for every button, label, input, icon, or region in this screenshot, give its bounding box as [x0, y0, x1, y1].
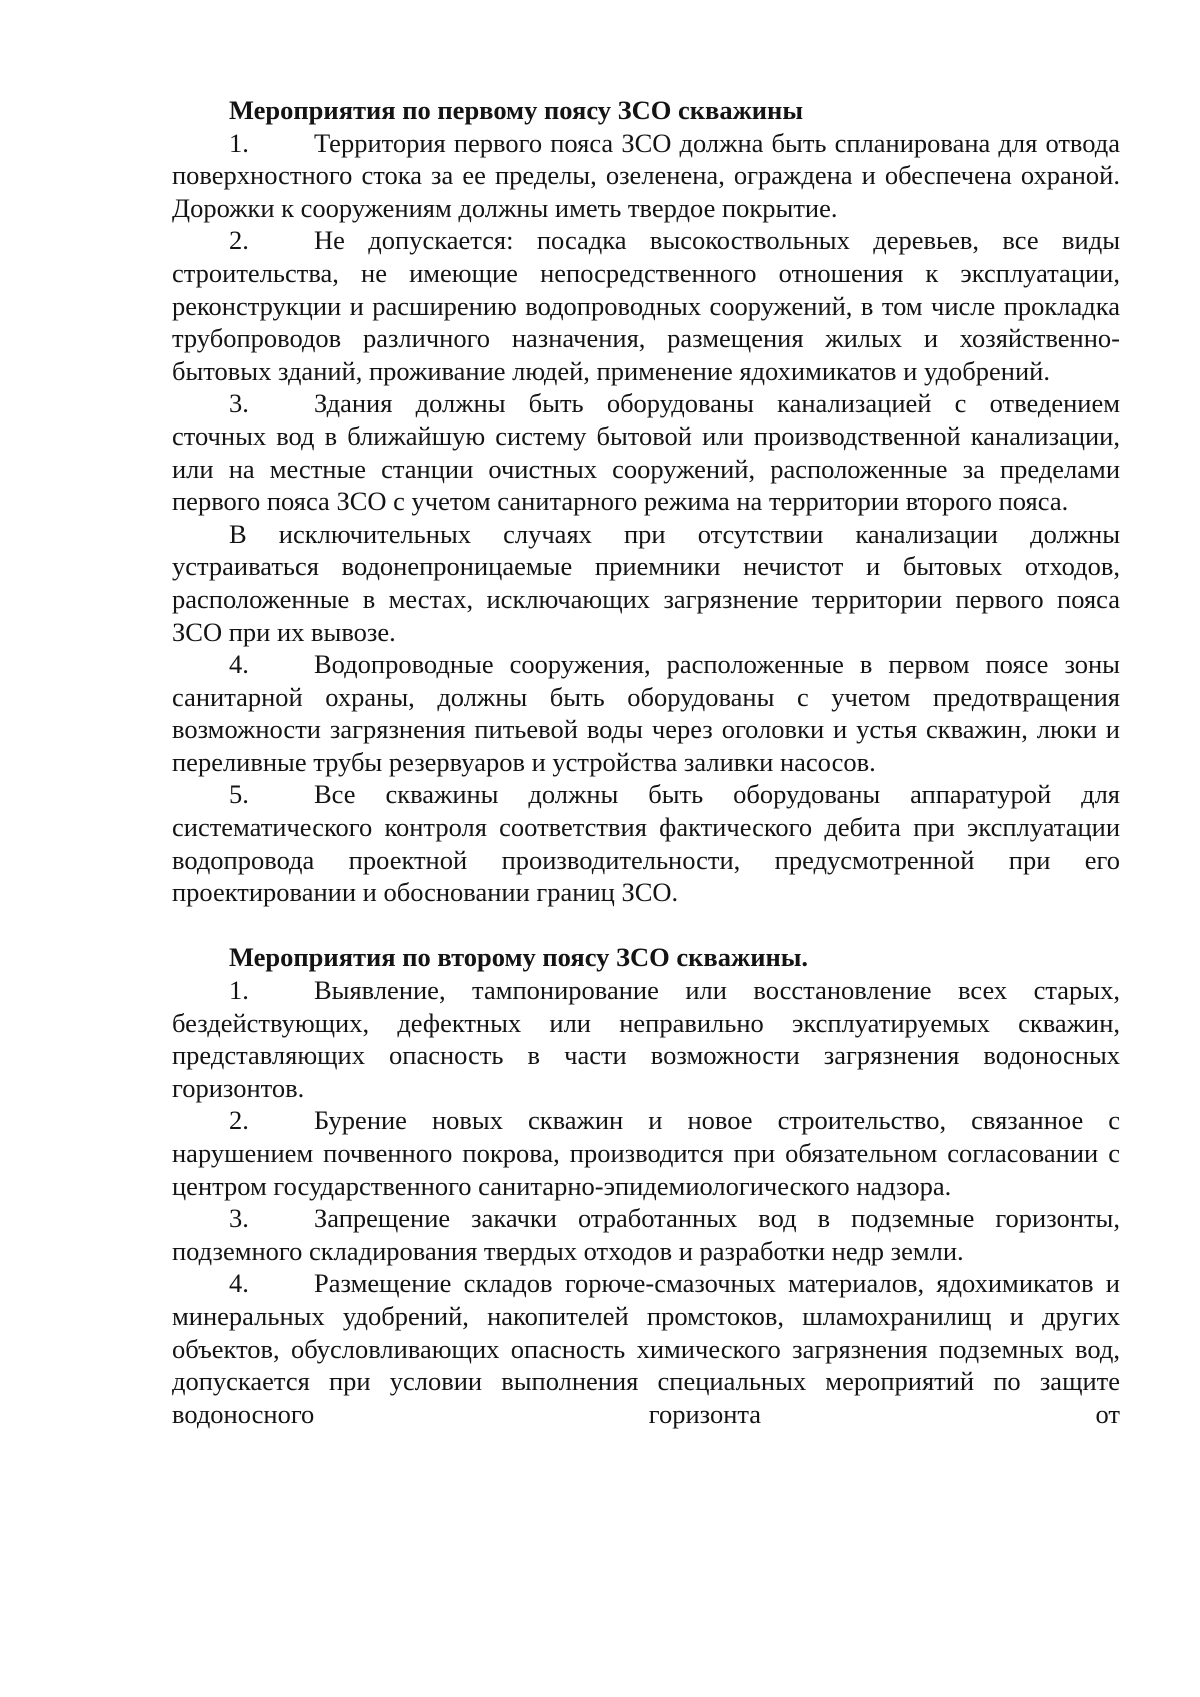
item-number: 1. [229, 975, 249, 1006]
item-number: 4. [229, 649, 249, 680]
list-item [172, 1104, 1120, 1202]
item-number: 4. [229, 1268, 249, 1299]
item-text: Водопроводные сооружения, расположенные в первом поясе зоны санитарной охраны, должны быть оборудованы с учетом предотвращения возможности загрязнения питьевой воды через оголовки и устья скважин, люки и переливные трубы резервуаров и устройства заливки насосов. [172, 649, 1120, 777]
item-number: 2. [229, 1105, 249, 1136]
section-2-heading: Мероприятия по второму поясу ЗСО скважины. [229, 942, 809, 973]
list-item [172, 1202, 1120, 1267]
list-item [172, 974, 1120, 1104]
document-page [172, 94, 1120, 1430]
section-spacer [172, 909, 1120, 942]
item-text: Размещение складов горюче-смазочных материалов, ядохимикатов и минеральных удобрений, накопителей промстоков, шламохранилищ и других объектов, обусловливающих опасность химического загрязнения подземных вод, допускается при условии выполнения специальных мероприятий по защите водоносного горизонта от [172, 1268, 1120, 1429]
list-item [172, 778, 1120, 908]
item-number: 2. [229, 225, 249, 256]
list-item [172, 648, 1120, 778]
item-text: Территория первого пояса ЗСО должна быть спланирована для отвода поверхностного стока за ее пределы, озеленена, ограждена и обеспечена охраной. Дорожки к сооружениям должны иметь твердое покрытие. [172, 127, 1120, 223]
list-item [172, 387, 1120, 517]
item-number: 5. [229, 779, 249, 810]
item-text: Здания должны быть оборудованы канализацией с отведением сточных вод в ближайшую систему бытовой или производственной канализации, или на местные станции очистных сооружений, расположенные за пределами первого пояса ЗСО с учетом санитарного режима на территории второго пояса. [172, 388, 1120, 517]
item-number: 3. [229, 388, 249, 419]
item-text: Бурение новых скважин и новое строительство, связанное с нарушением почвенного покрова, производится при обязательном согласовании с центром государственного санитарно-эпидемиологического надзора. [172, 1105, 1120, 1201]
list-item [172, 224, 1120, 387]
paragraph-exceptional-cases: В исключительных случаях при отсутствии канализации должны устраиваться водонепроницаемые приемники нечистот и бытовых отходов, расположенные в местах, исключающих загрязнение территории первого пояса ЗСО при их вывозе. [172, 518, 1120, 647]
item-text: Запрещение закачки отработанных вод в подземные горизонты, подземного складирования твердых отходов и разработки недр земли. [172, 1203, 1120, 1266]
item-number: 3. [229, 1203, 249, 1234]
list-item [172, 1267, 1120, 1430]
item-text: Не допускается: посадка высокоствольных деревьев, все виды строительства, не имеющие непосредственного отношения к эксплуатации, реконструкции и расширению водопроводных сооружений, в том числе прокладка трубопроводов различного назначения, размещения жилых и хозяйственно-бытовых зданий, проживание людей, применение ядохимикатов и удобрений. [172, 225, 1120, 386]
section-1-heading: Мероприятия по первому поясу ЗСО скважины [229, 95, 804, 125]
item-number: 1. [229, 127, 249, 158]
list-item [172, 127, 1120, 225]
item-text: Все скважины должны быть оборудованы аппаратурой для систематического контроля соответствия фактического дебита при эксплуатации водопровода проектной производительности, предусмотренной при его проектировании и обосновании границ ЗСО. [172, 779, 1120, 908]
item-text: Выявление, тампонирование или восстановление всех старых, бездействующих, дефектных или неправильно эксплуатируемых скважин, представляющих опасность в части возможности загрязнения водоносных горизонтов. [172, 975, 1120, 1103]
